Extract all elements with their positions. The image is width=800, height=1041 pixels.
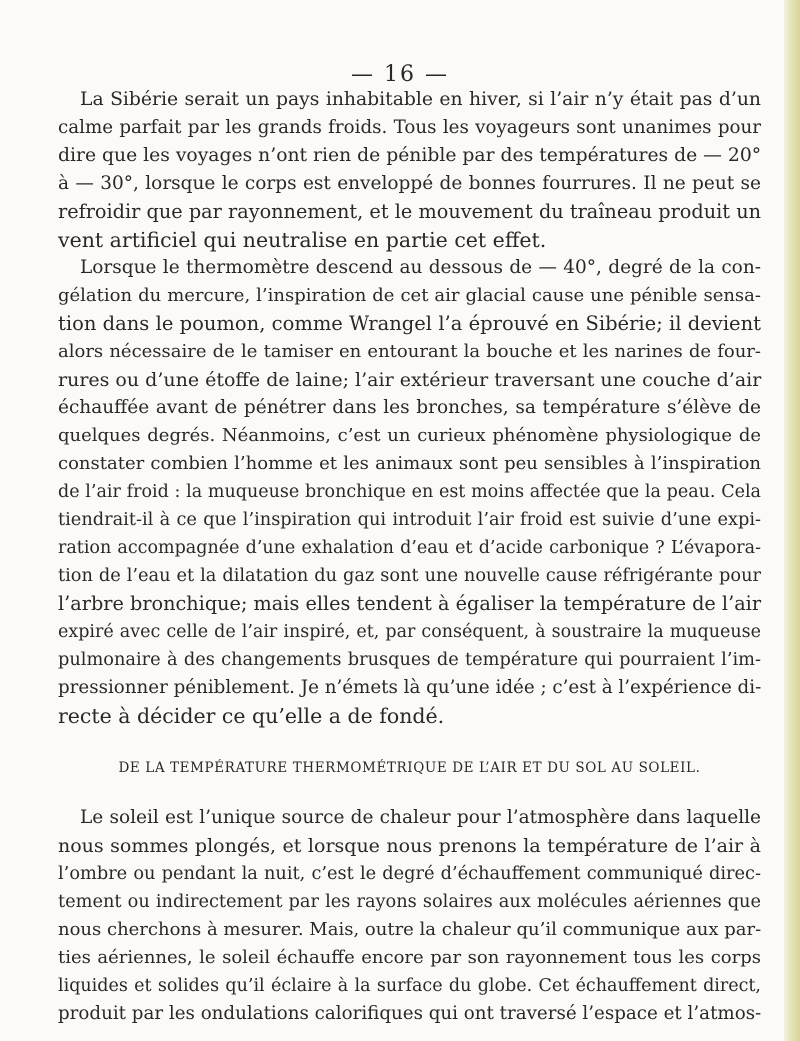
text-line: refroidir que par rayonnement, et le mouvement du traîneau produit un xyxy=(58,200,761,223)
text-line: recte à décider ce qu’elle a de fondé. xyxy=(58,704,445,728)
section-heading: DE LA TEMPÉRATURE THERMOMÉTRIQUE DE L’AIR ET DU SOL AU SOLEIL. xyxy=(118,760,701,776)
text-line: échauffée avant de pénétrer dans les bronches, sa température s’élève de xyxy=(58,397,761,418)
text-line: nous sommes plongés, et lorsque nous prenons la température de l’air à xyxy=(58,835,761,857)
text-line: de l’air froid : la muqueuse bronchique en est moins affectée que la peau. Cela xyxy=(58,482,761,502)
text-line: ties aériennes, le soleil échauffe encore par son rayonnement tous les corps xyxy=(58,947,761,968)
text-line: ration accompagnée d’une exhalation d’eau et d’acide carbonique ? L’évapora- xyxy=(58,538,761,558)
paragraph-thermometer xyxy=(58,254,761,730)
text-line: produit par les ondulations calorifiques qui ont traversé l’espace et l’atmos- xyxy=(58,1003,762,1024)
text-line: calme parfait par les grands froids. Tous les voyageurs sont unanimes pour xyxy=(58,117,761,138)
page-edge xyxy=(784,0,800,1041)
text-line: La Sibérie serait un pays inhabitable en hiver, si l’air n’y était pas d’un xyxy=(80,89,761,110)
text-line: l’ombre ou pendant la nuit, c’est le degré d’échauffement communiqué direc- xyxy=(58,864,761,884)
text-line: tement ou indirectement par les rayons solaires aux molécules aériennes que xyxy=(58,892,761,912)
text-block xyxy=(58,86,761,1028)
text-line: à — 30°, lorsque le corps est enveloppé de bonnes fourrures. Il ne peut se xyxy=(58,173,761,194)
text-line: pressionner péniblement. Je n’émets là qu’une idée ; c’est à l’expérience di- xyxy=(58,677,762,698)
text-line: quelques degrés. Néanmoins, c’est un curieux phénomène physiologique de xyxy=(58,425,761,446)
paragraph-sun xyxy=(58,804,761,1028)
text-line: liquides et solides qu’il éclaire à la surface du globe. Cet échauffement direct, xyxy=(58,976,761,996)
text-line: alors nécessaire de le tamiser en entourant la bouche et les narines de four- xyxy=(58,341,761,362)
text-line: gélation du mercure, l’inspiration de cet air glacial cause une pénible sensa- xyxy=(58,285,761,306)
text-line: tion de l’eau et la dilatation du gaz sont une nouvelle cause réfrigérante pour xyxy=(58,566,761,586)
text-line: pulmonaire à des changements brusques de température qui pourraient l’im- xyxy=(58,650,761,670)
text-line: l’arbre bronchique; mais elles tendent à égaliser la température de l’air xyxy=(58,592,762,615)
paragraph-siberia xyxy=(58,86,761,254)
text-line: nous cherchons à mesurer. Mais, outre la chaleur qu’il communique aux par- xyxy=(58,919,762,940)
text-line: constater combien l’homme et les animaux sont peu sensibles à l’inspiration xyxy=(58,453,761,474)
text-line: expiré avec celle de l’air inspiré, et, par conséquent, à soustraire la muqueuse xyxy=(58,622,761,642)
text-line: vent artificiel qui neutralise en partie cet effet. xyxy=(58,228,547,252)
text-line: tiendrait-il à ce que l’inspiration qui introduit l’air froid est suivie d’une expi- xyxy=(58,510,761,530)
text-line: tion dans le poumon, comme Wrangel l’a éprouvé en Sibérie; il devient xyxy=(58,312,761,335)
text-line: Lorsque le thermomètre descend au dessous de — 40°, degré de la con- xyxy=(80,257,761,278)
text-line: rures ou d’une étoffe de laine; l’air extérieur traversant une couche d’air xyxy=(58,369,762,391)
text-line: dire que les voyages n’ont rien de pénible par des températures de — 20° xyxy=(58,145,762,166)
page-number: — 16 — xyxy=(351,62,449,87)
text-line: Le soleil est l’unique source de chaleur pour l’atmosphère dans laquelle xyxy=(80,807,761,828)
